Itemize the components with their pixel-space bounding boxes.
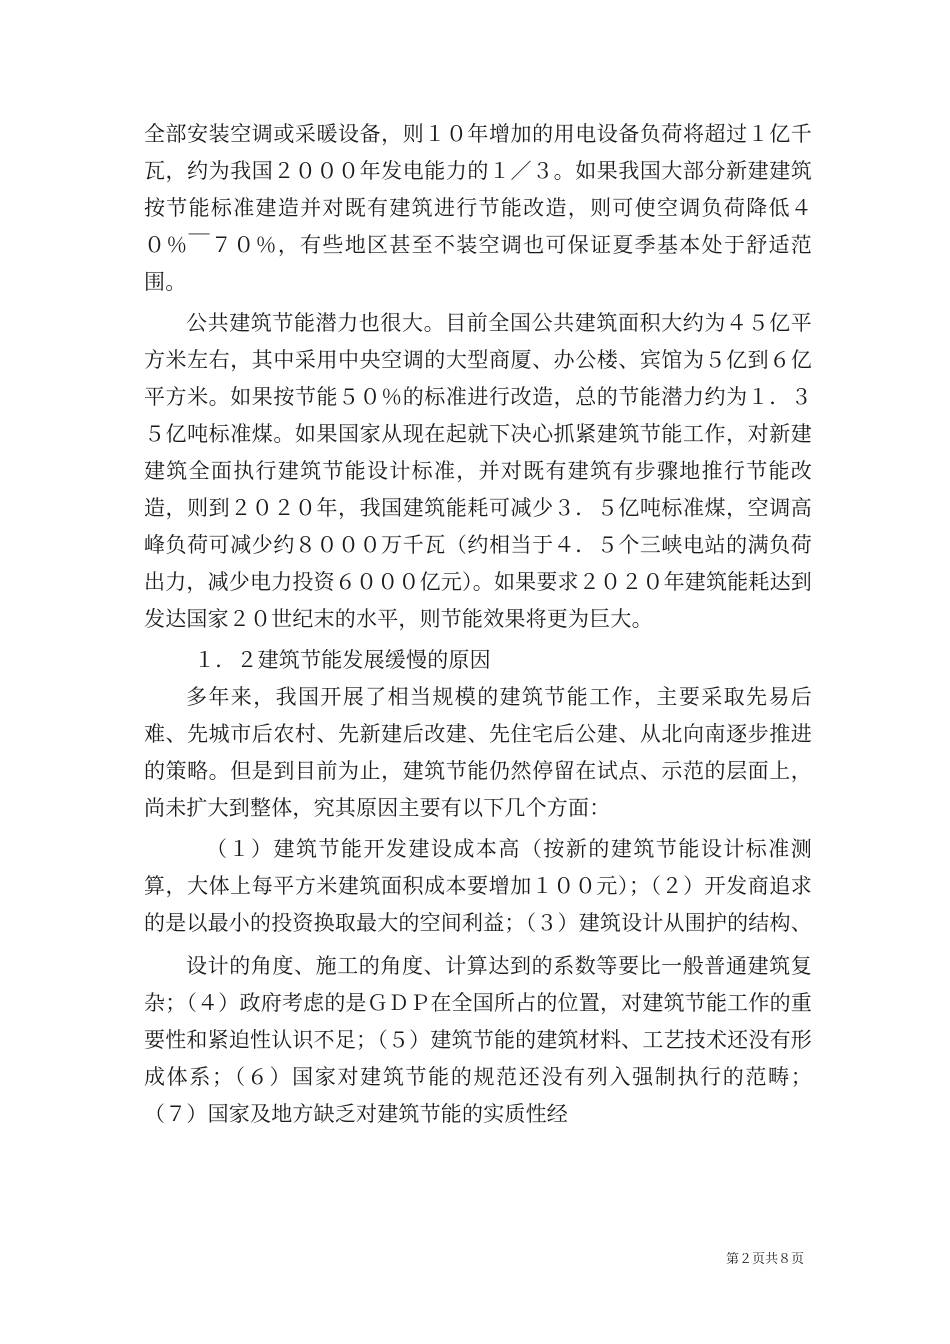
paragraph-progress: 多年来，我国开展了相当规模的建筑节能工作，主要采取先易后难、先城市后农村、先新建后改建、先住宅后公建、从北向南逐步推进的策略。但是到目前为止，建筑节能仍然停留在试点、示范的层面上，尚未扩大到整体，究其原因主要有以下几个方面： (144, 685, 812, 820)
paragraph-reasons-1: （１）建筑节能开发建设成本高（按新的建筑节能设计标准测算，大体上每平方米建筑面积成本要增加１００元）；（２）开发商追求的是以最小的投资换取最大的空间利益；（３）建筑设计从围护的结构、 (144, 837, 812, 935)
paragraph-public-buildings: 公共建筑节能潜力也很大。目前全国公共建筑面积大约为４５亿平方米左右，其中采用中央空调的大型商厦、办公楼、宾馆为５亿到６亿平方米。如果按节能５０％的标准进行改造，总的节能潜力约为１．３５亿吨标准煤。如果国家从现在起就下决心抓紧建筑节能工作，对新建建筑全面执行建筑节能设计标准，并对既有建筑有步骤地推行节能改造，则到２０２０年，我国建筑能耗可减少３．５亿吨标准煤，空调高峰负荷可减少约８０００万千瓦（约相当于４．５个三峡电站的满负荷出力，减少电力投资６０００亿元）。如果要求２０２０年建筑能耗达到发达国家２０世纪末的水平，则节能效果将更为巨大。 (144, 311, 812, 631)
paragraph-reasons-2: 设计的角度、施工的角度、计算达到的系数等要比一般普通建筑复杂；（４）政府考虑的是ＧＤＰ在全国所占的位置，对建筑节能工作的重要性和紧迫性认识不足；（５）建筑节能的建筑材料、工艺技术还没有形成体系；（６）国家对建筑节能的规范还没有列入强制执行的范畴；（７）国家及地方缺乏对建筑节能的实质性经 (144, 954, 812, 1126)
page-number: 第２页共８页 (725, 1252, 804, 1267)
section-heading: １．２建筑节能发展缓慢的原因 (194, 648, 491, 672)
document-body (144, 116, 812, 1137)
paragraph-ac-load: 全部安装空调或采暖设备，则１０年增加的用电设备负荷将超过１亿千瓦，约为我国２０００年发电能力的１／３。如果我国大部分新建建筑按节能标准建造并对既有建筑进行节能改造，则可使空调负荷降低４０％￣７０％，有些地区甚至不装空调也可保证夏季基本处于舒适范围。 (144, 122, 812, 294)
